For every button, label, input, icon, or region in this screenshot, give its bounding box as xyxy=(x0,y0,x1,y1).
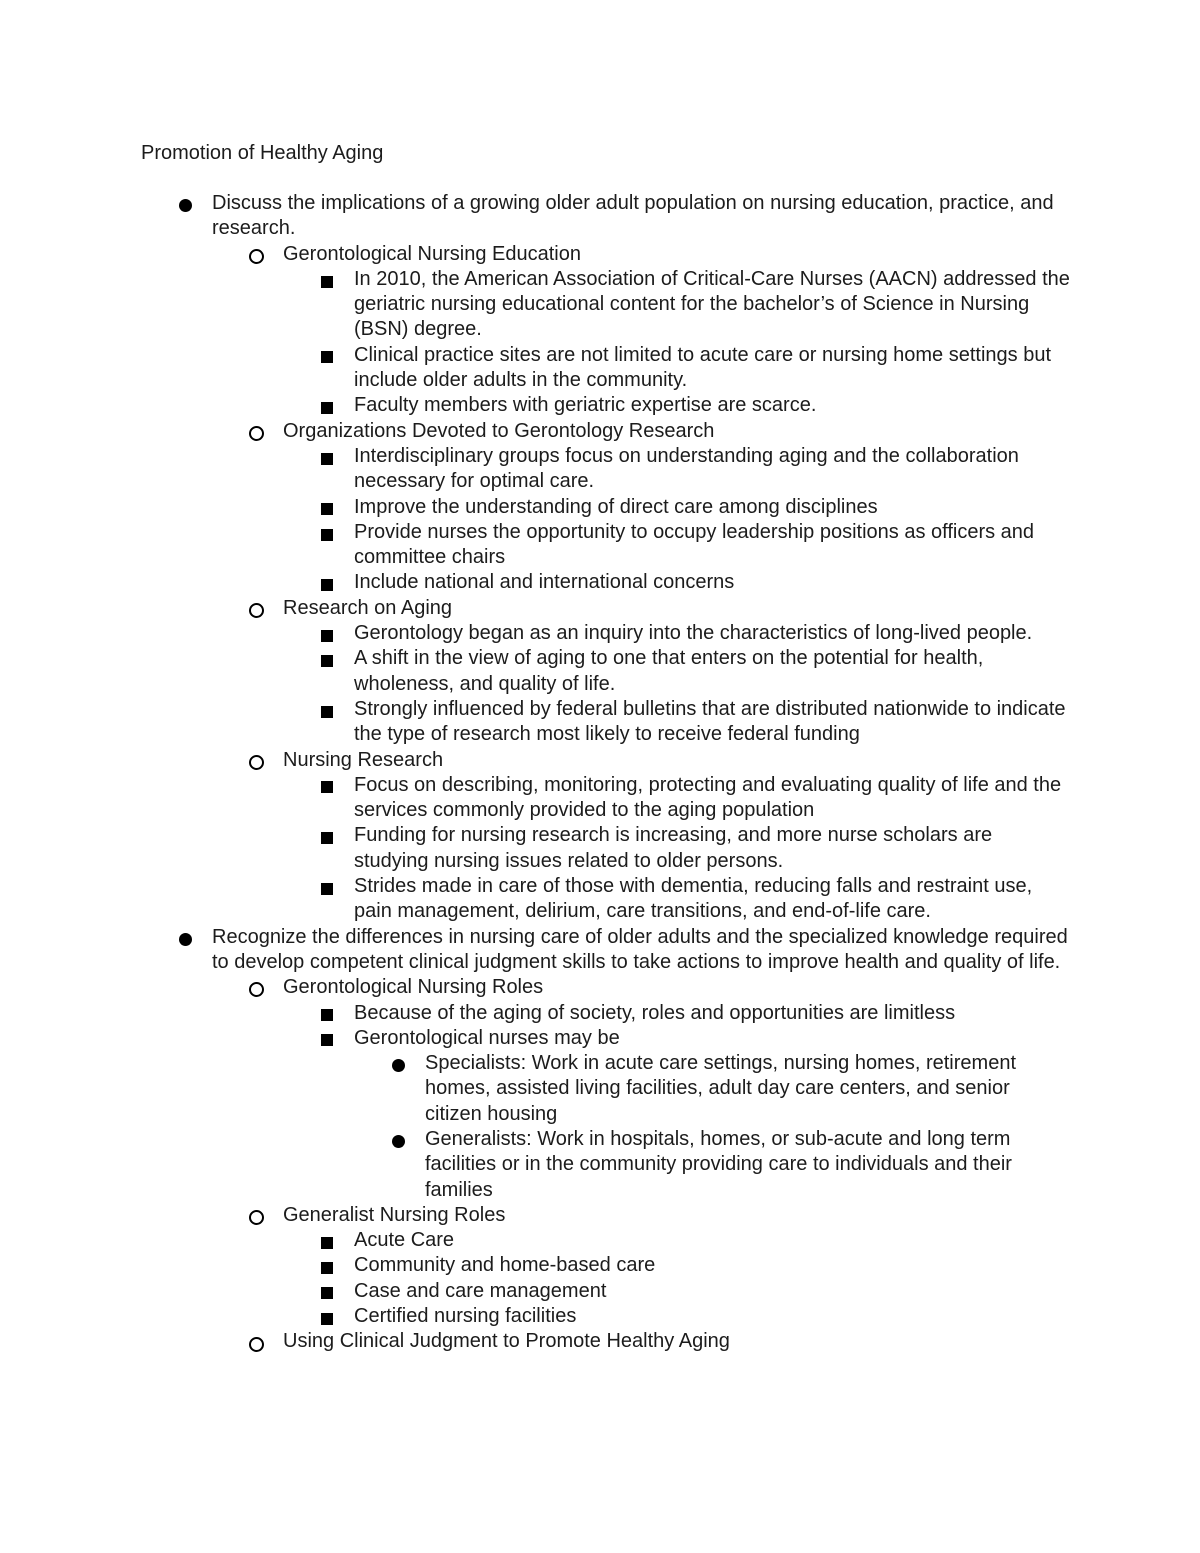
objective-item-text: Discuss the implications of a growing older adult population on nursing education, practice, and research. xyxy=(212,192,1054,240)
square-bullet-icon xyxy=(317,570,337,595)
dot-bullet-icon xyxy=(388,1127,408,1152)
section-item xyxy=(212,596,1071,748)
section-list xyxy=(212,242,1071,925)
point-item-text: Because of the aging of society, roles and opportunities are limitless xyxy=(354,1001,956,1024)
square-bullet-icon xyxy=(317,495,337,520)
point-item xyxy=(283,773,1071,824)
point-item xyxy=(283,570,1071,595)
section-item xyxy=(212,1203,1071,1329)
point-item-text: Focus on describing, monitoring, protecting and evaluating quality of life and the services commonly provided to the aging population xyxy=(354,773,1062,822)
subpoint-list xyxy=(354,1051,1071,1203)
point-item-text: In 2010, the American Association of Critical-Care Nurses (AACN) addressed the geriatric nursing educational content for the bachelor’s of Science in Nursing (BSN) degree. xyxy=(354,267,1070,341)
point-item-text: Improve the understanding of direct care among disciplines xyxy=(354,495,878,518)
point-list xyxy=(283,621,1071,747)
circle-bullet-icon xyxy=(246,419,266,444)
point-list xyxy=(283,1001,1071,1203)
section-item-text: Nursing Research xyxy=(283,748,444,771)
point-item-text: Strides made in care of those with dementia, reducing falls and restraint use, pain management, delirium, care transitions, and end-of-life care. xyxy=(354,875,1033,923)
circle-bullet-icon xyxy=(246,975,266,1000)
section-item-text: Gerontological Nursing Roles xyxy=(283,976,544,999)
point-list xyxy=(283,444,1071,596)
square-bullet-icon xyxy=(317,874,337,899)
point-list xyxy=(283,1228,1071,1329)
subpoint-item-text: Generalists: Work in hospitals, homes, or sub-acute and long term facilities or in the community providing care to individuals and their families xyxy=(425,1127,1012,1201)
point-item xyxy=(283,1228,1071,1253)
section-item-text: Organizations Devoted to Gerontology Research xyxy=(283,419,715,442)
point-item xyxy=(283,646,1071,697)
square-bullet-icon xyxy=(317,1279,337,1304)
square-bullet-icon xyxy=(317,621,337,646)
square-bullet-icon xyxy=(317,343,337,368)
point-item xyxy=(283,520,1071,571)
point-item-text: Clinical practice sites are not limited to acute care or nursing home settings but include older adults in the community. xyxy=(354,343,1052,392)
point-item-text: A shift in the view of aging to one that enters on the potential for health, wholeness, and quality of life. xyxy=(354,647,984,695)
objective-item-text: Recognize the differences in nursing care of older adults and the specialized knowledge required to develop competent clinical judgment skills to take actions to improve health and quality of life. xyxy=(212,925,1068,973)
point-item xyxy=(283,1253,1071,1278)
objective-item xyxy=(141,925,1071,1355)
square-bullet-icon xyxy=(317,393,337,418)
subpoint-item xyxy=(354,1127,1071,1203)
point-list xyxy=(283,267,1071,419)
section-list xyxy=(212,975,1071,1354)
circle-bullet-icon xyxy=(246,596,266,621)
subpoint-item-text: Specialists: Work in acute care settings, nursing homes, retirement homes, assisted living facilities, adult day care centers, and senior citizen housing xyxy=(425,1052,1016,1125)
square-bullet-icon xyxy=(317,1228,337,1253)
circle-bullet-icon xyxy=(246,1203,266,1228)
dot-bullet-icon xyxy=(175,191,195,216)
square-bullet-icon xyxy=(317,1304,337,1329)
circle-bullet-icon xyxy=(246,748,266,773)
point-item xyxy=(283,343,1071,394)
square-bullet-icon xyxy=(317,1001,337,1026)
section-item-text: Using Clinical Judgment to Promote Healthy Aging xyxy=(283,1330,730,1353)
point-item xyxy=(283,697,1071,748)
point-item-text: Case and care management xyxy=(354,1279,607,1302)
square-bullet-icon xyxy=(317,823,337,848)
section-item-text: Gerontological Nursing Education xyxy=(283,242,581,265)
point-item-text: Provide nurses the opportunity to occupy leadership positions as officers and committee chairs xyxy=(354,520,1035,569)
point-item-text: Community and home-based care xyxy=(354,1254,656,1277)
square-bullet-icon xyxy=(317,773,337,798)
dot-bullet-icon xyxy=(175,925,195,950)
dot-bullet-icon xyxy=(388,1051,408,1076)
point-item xyxy=(283,393,1071,418)
point-item xyxy=(283,1026,1071,1203)
point-item-text: Include national and international concerns xyxy=(354,571,735,594)
section-item xyxy=(212,748,1071,925)
circle-bullet-icon xyxy=(246,242,266,267)
square-bullet-icon xyxy=(317,697,337,722)
point-item-text: Acute Care xyxy=(354,1229,455,1252)
point-list xyxy=(283,773,1071,925)
point-item xyxy=(283,823,1071,874)
subpoint-item xyxy=(354,1051,1071,1127)
point-item-text: Gerontology began as an inquiry into the characteristics of long-lived people. xyxy=(354,622,1033,645)
section-item xyxy=(212,1329,1071,1354)
point-item-text: Gerontological nurses may be xyxy=(354,1026,620,1049)
page-title: Promotion of Healthy Aging xyxy=(141,142,384,164)
section-item-text: Research on Aging xyxy=(283,596,453,619)
point-item xyxy=(283,495,1071,520)
circle-bullet-icon xyxy=(246,1329,266,1354)
point-item xyxy=(283,1279,1071,1304)
point-item-text: Faculty members with geriatric expertise are scarce. xyxy=(354,394,817,417)
point-item xyxy=(283,621,1071,646)
section-item-text: Generalist Nursing Roles xyxy=(283,1203,506,1226)
point-item xyxy=(283,1001,1071,1026)
point-item xyxy=(283,267,1071,343)
square-bullet-icon xyxy=(317,267,337,292)
square-bullet-icon xyxy=(317,1253,337,1278)
section-item xyxy=(212,419,1071,596)
point-item-text: Interdisciplinary groups focus on understanding aging and the collaboration necessary for optimal care. xyxy=(354,444,1019,493)
square-bullet-icon xyxy=(317,646,337,671)
outline-list xyxy=(141,191,1071,1355)
point-item xyxy=(283,874,1071,925)
section-item xyxy=(212,242,1071,419)
square-bullet-icon xyxy=(317,444,337,469)
square-bullet-icon xyxy=(317,520,337,545)
square-bullet-icon xyxy=(317,1026,337,1051)
point-item-text: Strongly influenced by federal bulletins that are distributed nationwide to indicate the type of research most likely to receive federal funding xyxy=(354,697,1066,746)
point-item-text: Funding for nursing research is increasing, and more nurse scholars are studying nursing issues related to older persons. xyxy=(354,824,993,872)
point-item xyxy=(283,1304,1071,1329)
section-item xyxy=(212,975,1071,1203)
point-item-text: Certified nursing facilities xyxy=(354,1305,577,1328)
objective-item xyxy=(141,191,1071,925)
point-item xyxy=(283,444,1071,495)
